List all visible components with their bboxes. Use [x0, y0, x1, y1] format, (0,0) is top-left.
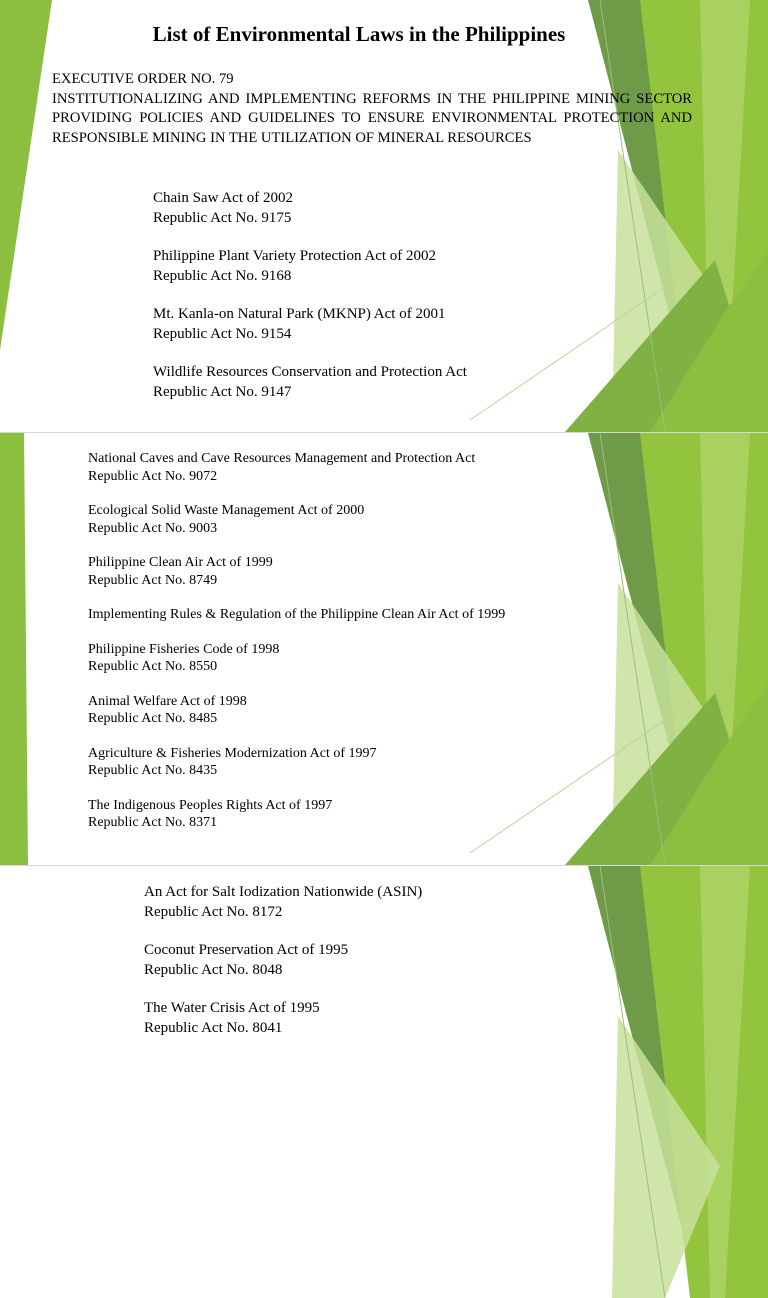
law-item [88, 450, 505, 485]
republic-act-number: Republic Act No. 9003 [88, 520, 218, 536]
law-item [88, 745, 505, 780]
republic-act-number: Republic Act No. 8048 [144, 962, 283, 978]
law-name: Chain Saw Act of 2002 [153, 190, 293, 206]
law-list-1 [153, 189, 467, 421]
slide-3 [0, 866, 768, 1298]
law-name: The Indigenous Peoples Rights Act of 1997 [88, 797, 333, 813]
executive-order-heading: EXECUTIVE ORDER NO. 79 [52, 71, 234, 87]
law-item [88, 554, 505, 589]
executive-order-description: INSTITUTIONALIZING AND IMPLEMENTING REFORMS IN THE PHILIPPINE MINING SECTOR PROVIDING POLICIES AND GUIDELINES TO ENSURE ENVIRONMENTAL PROTECTION AND RESPONSIBLE MINING IN THE UTILIZATION OF MINERAL RESOURCES [52, 90, 692, 146]
republic-act-number: Republic Act No. 8550 [88, 659, 218, 674]
law-item [144, 940, 422, 980]
law-name: Mt. Kanla-on Natural Park (MKNP) Act of 2001 [153, 306, 446, 322]
law-item [88, 693, 505, 728]
republic-act-number: Republic Act No. 9147 [153, 383, 292, 400]
law-name: Ecological Solid Waste Management Act of 2000 [88, 503, 365, 518]
law-list-2 [88, 450, 505, 849]
republic-act-number: Republic Act No. 8749 [88, 572, 218, 588]
law-item [153, 305, 467, 344]
republic-act-number: Republic Act No. 8435 [88, 763, 218, 778]
law-name: An Act for Salt Iodization Nationwide (ASIN) [144, 884, 423, 900]
law-name: The Water Crisis Act of 1995 [144, 1000, 320, 1016]
law-item [153, 247, 467, 286]
law-item [88, 502, 505, 537]
law-name: Wildlife Resources Conservation and Protection Act [153, 364, 467, 380]
page-title: List of Environmental Laws in the Philippines [152, 22, 566, 46]
republic-act-number: Republic Act No. 9072 [88, 468, 218, 484]
law-item [88, 641, 505, 676]
republic-act-number: Republic Act No. 8485 [88, 711, 218, 726]
law-name: Philippine Clean Air Act of 1999 [88, 555, 273, 570]
law-list-3 [144, 882, 422, 1056]
republic-act-number: Republic Act No. 8371 [88, 815, 218, 830]
slide-2 [0, 433, 768, 865]
republic-act-number: Republic Act No. 9154 [153, 325, 292, 342]
law-item [88, 606, 505, 624]
law-item [88, 797, 505, 832]
law-item [153, 189, 467, 228]
law-name: Coconut Preservation Act of 1995 [144, 942, 349, 958]
law-item [153, 363, 467, 402]
slide-1 [0, 0, 768, 432]
law-name: National Caves and Cave Resources Management and Protection Act [88, 451, 476, 466]
law-name: Implementing Rules & Regulation of the Philippine Clean Air Act of 1999 [88, 607, 506, 622]
executive-order-block [52, 70, 692, 148]
law-name: Philippine Fisheries Code of 1998 [88, 641, 280, 657]
law-name: Animal Welfare Act of 1998 [88, 693, 247, 709]
law-item [144, 882, 422, 922]
republic-act-number: Republic Act No. 8172 [144, 904, 283, 920]
republic-act-number: Republic Act No. 9175 [153, 209, 292, 226]
law-name: Philippine Plant Variety Protection Act of 2002 [153, 248, 437, 264]
republic-act-number: Republic Act No. 8041 [144, 1020, 283, 1036]
republic-act-number: Republic Act No. 9168 [153, 267, 292, 284]
law-item [144, 998, 422, 1038]
law-name: Agriculture & Fisheries Modernization Act of 1997 [88, 745, 377, 761]
